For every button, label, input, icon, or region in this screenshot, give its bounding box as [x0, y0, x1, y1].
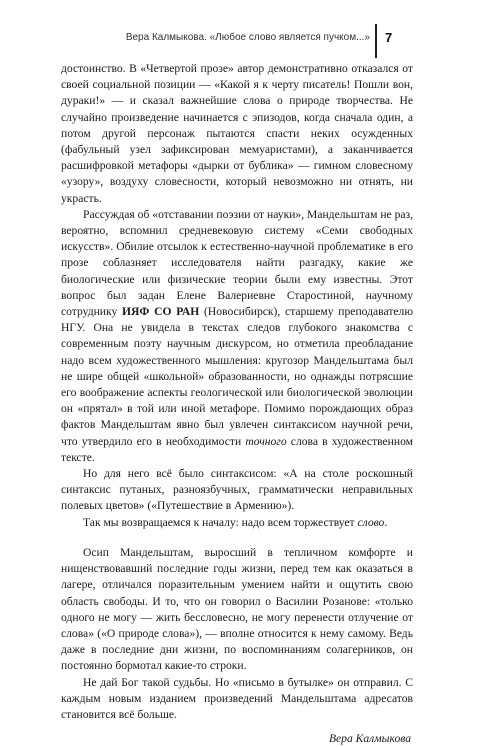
signature-name: Вера Калмыкова: [328, 732, 411, 746]
italic-text: точного: [245, 434, 287, 448]
paragraph: [61, 675, 413, 724]
page-number: 7: [385, 30, 393, 45]
text-run: Осип Мандельштам, выросший в тепличном комфорте и нищенствовавший последние годы жизни, перед тем как оказаться в лагере, отличался поразительным умением найти и ощутить свою область свободы. И то, что он говорил о Василии Розанове: «только одного не могу — жить бессловесно, не могу перенести отлучение от слова» («О природе слова»), — вполне относится к нему самому. Ведь даже в последние дни жизни, по воспоминаниям солагерников, он постоянно бормотал какие-то строки.: [61, 545, 413, 673]
text-run: .: [384, 515, 388, 529]
signature: [61, 731, 413, 747]
text-run: достоинство. В «Четвертой прозе» автор демонстративно отказался от своей социальной позиции — «Какой я к черту писатель! Пошли вон, дураки!» — и сказал важнейшие слова о природе творчества. Не случайно произведение начинается с эпизодов, когда сначала один, а потом другой персонаж пытаются спасти неких осужденных (фабульный узел зафиксирован мемуаристами), а заканчивается расшифровкой метафоры «дырки от бублика» — гимном словесному «узору», воздуху словесности, который невозможно ни отнять, ни украсть.: [61, 62, 413, 205]
text-run: (Новосибирск), старшему преподавателю НГУ. Она не увидела в текстах следов глубокого знакомства с современным поэту научным дискурсом, но отметила преобладание надо всем художественного мышления: кругозор Мандельштама был не шире общей «школьной» образованности, но однажды потрясшие его воображение аспекты геологической или биологической эволюции он «прятал» в той или иной метафоре. Помимо порождающих образ фактов Мандельштам явно был увлечен синтаксисом научной речи, что утвердило его в необходимости: [61, 305, 413, 448]
italic-text: слово: [357, 515, 385, 529]
text-run: Не дай Бог такой судьбы. Но «письмо в бутылке» он отправил. С каждым новым изданием произведений Мандельштама адресатов становится всё больше.: [61, 675, 413, 721]
paragraph: [61, 207, 413, 466]
paragraph: [61, 545, 413, 675]
paragraph: [61, 466, 413, 515]
text-run: Рассуждая об «отставании поэзии от науки», Мандельштам не раз, вероятно, вспомнил средневековую систему «Семи свободных искусств». Обилие отсылок к естественно-научной проблематике в его прозе соблазняет исследователя найти разгадку, какие же биологические или физические теории были ему известны. Этот вопрос был задан Елене Валериевне Старостиной, научному сотруднику: [61, 207, 413, 319]
bold-text: ИЯФ СО РАН: [122, 305, 200, 319]
running-head: Вера Калмыкова. «Любое слово является пучком...»: [125, 32, 370, 43]
page-header: [0, 24, 480, 60]
paragraph: [61, 515, 413, 531]
text-run: Так мы возвращаемся к началу: надо всем торжествует: [83, 515, 358, 529]
text-run: слова в художественном тексте.: [61, 434, 414, 464]
body-text: [61, 61, 413, 747]
text-run: Но для него всё было синтаксисом: «А на столе роскошный синтаксис путаных, разноязбучных, грамматически неправильных полевых цветов» («Путешествие в Армению»).: [61, 467, 413, 513]
paragraph: [61, 61, 413, 207]
header-rule: [375, 24, 377, 58]
